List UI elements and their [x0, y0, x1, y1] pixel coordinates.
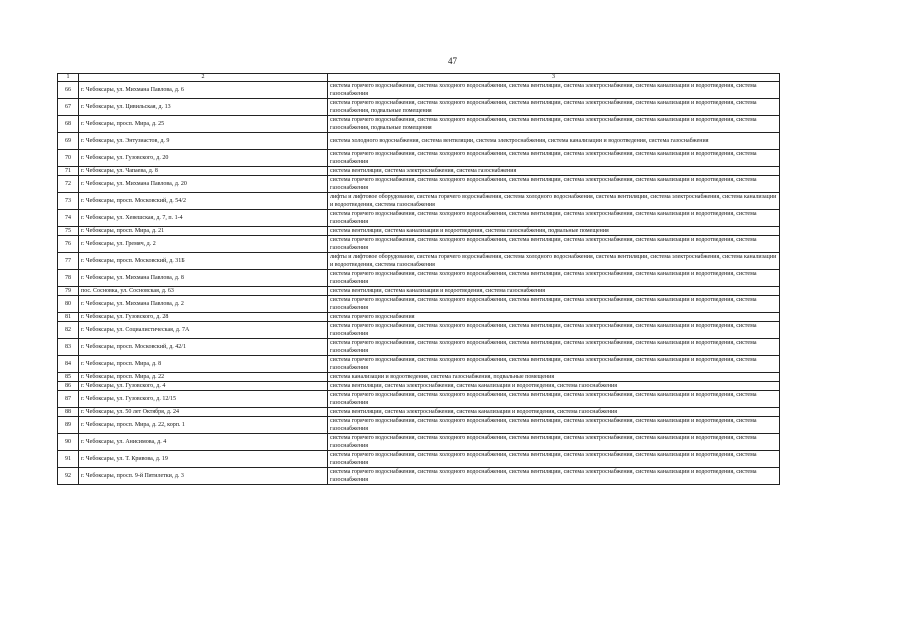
row-systems: система вентиляции, система электроснабжения, система газоснабжения [328, 167, 780, 176]
row-number: 74 [58, 210, 79, 227]
row-address: г. Чебоксары, ул. Цивильская, д. 13 [79, 99, 328, 116]
row-address: г. Чебоксары, ул. Чапаева, д. 8 [79, 167, 328, 176]
table-row [58, 116, 780, 133]
row-number: 81 [58, 313, 79, 322]
table-row [58, 176, 780, 193]
row-address: г. Чебоксары, ул. Гремяч, д. 2 [79, 236, 328, 253]
row-systems: система горячего водоснабжения, система холодного водоснабжения, система вентиляции, система электроснабжения, система канализации и водоотведения, система газоснабжения [328, 236, 780, 253]
table-row [58, 373, 780, 382]
row-number: 89 [58, 417, 79, 434]
row-systems: система горячего водоснабжения, система холодного водоснабжения, система вентиляции, система электроснабжения, система канализации и водоотведения, система газоснабжения [328, 468, 780, 485]
table-header-row [58, 74, 780, 82]
table-row [58, 236, 780, 253]
row-address: г. Чебоксары, просп. Московский, д. 54/2 [79, 193, 328, 210]
table-row [58, 417, 780, 434]
row-systems: система горячего водоснабжения, система холодного водоснабжения, система вентиляции, система электроснабжения, система канализации и водоотведения, система газоснабжения [328, 417, 780, 434]
row-number: 84 [58, 356, 79, 373]
table-row [58, 193, 780, 210]
row-address: г. Чебоксары, ул. Михмана Павлова, д. 2 [79, 296, 328, 313]
column-header-systems: 3 [328, 74, 780, 82]
row-number: 68 [58, 116, 79, 133]
row-address: г. Чебоксары, ул. Гузовского, д. 12/15 [79, 391, 328, 408]
table-row [58, 133, 780, 150]
row-systems: лифты и лифтовое оборудование, система горячего водоснабжения, система холодного водоснабжения, система вентиляции, система электроснабжения, система канализации и водоотведения, система газоснабжения [328, 193, 780, 210]
row-systems: система горячего водоснабжения [328, 313, 780, 322]
row-systems: система горячего водоснабжения, система холодного водоснабжения, система вентиляции, система электроснабжения, система канализации и водоотведения, система газоснабжения [328, 296, 780, 313]
row-address: г. Чебоксары, просп. Мира, д. 21 [79, 227, 328, 236]
table-row [58, 150, 780, 167]
table-row [58, 391, 780, 408]
column-header-address: 2 [79, 74, 328, 82]
row-systems: система вентиляции, система электроснабжения, система канализации и водоотведения, система газоснабжения [328, 382, 780, 391]
row-address: г. Чебоксары, ул. Энтузиастов, д. 9 [79, 133, 328, 150]
row-systems: система горячего водоснабжения, система холодного водоснабжения, система вентиляции, система электроснабжения, система канализации и водоотведения, система газоснабжения [328, 391, 780, 408]
table-row [58, 210, 780, 227]
row-number: 92 [58, 468, 79, 485]
page-number: 47 [448, 56, 457, 66]
row-systems: система горячего водоснабжения, система холодного водоснабжения, система вентиляции, система электроснабжения, система канализации и водоотведения, система газоснабжения [328, 270, 780, 287]
table-row [58, 287, 780, 296]
row-number: 69 [58, 133, 79, 150]
row-systems: система горячего водоснабжения, система холодного водоснабжения, система вентиляции, система электроснабжения, система канализации и водоотведения, система газоснабжения, подвальные помещения [328, 116, 780, 133]
table-row [58, 408, 780, 417]
row-number: 83 [58, 339, 79, 356]
table-row [58, 434, 780, 451]
table-row [58, 270, 780, 287]
row-systems: система горячего водоснабжения, система холодного водоснабжения, система вентиляции, система электроснабжения, система канализации и водоотведения, система газоснабжения [328, 451, 780, 468]
row-number: 78 [58, 270, 79, 287]
row-systems: система горячего водоснабжения, система холодного водоснабжения, система вентиляции, система электроснабжения, система канализации и водоотведения, система газоснабжения [328, 356, 780, 373]
row-address: г. Чебоксары, ул. Хевешская, д. 7, п. 1-4 [79, 210, 328, 227]
row-number: 66 [58, 82, 79, 99]
row-systems: лифты и лифтовое оборудование, система горячего водоснабжения, система холодного водоснабжения, система вентиляции, система электроснабжения, система канализации и водоотведения, система газоснабжения [328, 253, 780, 270]
row-systems: система канализации и водоотведения, система газоснабжения, подвальные помещения [328, 373, 780, 382]
row-address: г. Чебоксары, ул. Гузовского, д. 28 [79, 313, 328, 322]
table-row [58, 322, 780, 339]
row-number: 75 [58, 227, 79, 236]
table-row [58, 356, 780, 373]
table-row [58, 296, 780, 313]
column-header-number: 1 [58, 74, 79, 82]
row-systems: система горячего водоснабжения, система холодного водоснабжения, система вентиляции, система электроснабжения, система канализации и водоотведения, система газоснабжения [328, 150, 780, 167]
row-address: г. Чебоксары, ул. 50 лет Октября, д. 24 [79, 408, 328, 417]
row-systems: система горячего водоснабжения, система холодного водоснабжения, система вентиляции, система электроснабжения, система канализации и водоотведения, система газоснабжения [328, 210, 780, 227]
row-number: 76 [58, 236, 79, 253]
row-number: 88 [58, 408, 79, 417]
row-number: 79 [58, 287, 79, 296]
table-row [58, 313, 780, 322]
table-row [58, 468, 780, 485]
row-number: 85 [58, 373, 79, 382]
table-row [58, 167, 780, 176]
row-number: 80 [58, 296, 79, 313]
row-systems: система холодного водоснабжения, система вентиляции, система электроснабжения, система канализации и водоотведения, система газоснабжения [328, 133, 780, 150]
addresses-table [57, 73, 780, 485]
table-row [58, 82, 780, 99]
row-number: 72 [58, 176, 79, 193]
table-row [58, 99, 780, 116]
row-systems: система вентиляции, система канализации и водоотведения, система газоснабжения [328, 287, 780, 296]
row-number: 82 [58, 322, 79, 339]
row-number: 91 [58, 451, 79, 468]
row-number: 73 [58, 193, 79, 210]
row-systems: система горячего водоснабжения, система холодного водоснабжения, система вентиляции, система электроснабжения, система канализации и водоотведения, система газоснабжения [328, 339, 780, 356]
row-number: 67 [58, 99, 79, 116]
row-systems: система вентиляции, система канализации и водоотведения, система газоснабжения, подвальные помещения [328, 227, 780, 236]
row-address: г. Чебоксары, просп. 9-й Пятилетки, д. 3 [79, 468, 328, 485]
row-address: г. Чебоксары, просп. Мира, д. 8 [79, 356, 328, 373]
row-address: г. Чебоксары, просп. Мира, д. 25 [79, 116, 328, 133]
table-row [58, 253, 780, 270]
row-systems: система горячего водоснабжения, система холодного водоснабжения, система вентиляции, система электроснабжения, система канализации и водоотведения, система газоснабжения [328, 176, 780, 193]
table-row [58, 451, 780, 468]
row-systems: система вентиляции, система электроснабжения, система канализации и водоотведения, система газоснабжения [328, 408, 780, 417]
row-address: г. Чебоксары, ул. Михмана Павлова, д. 8 [79, 270, 328, 287]
row-systems: система горячего водоснабжения, система холодного водоснабжения, система вентиляции, система электроснабжения, система канализации и водоотведения, система газоснабжения [328, 82, 780, 99]
row-number: 77 [58, 253, 79, 270]
row-address: г. Чебоксары, ул. Михмана Павлова, д. 20 [79, 176, 328, 193]
row-systems: система горячего водоснабжения, система холодного водоснабжения, система вентиляции, система электроснабжения, система канализации и водоотведения, система газоснабжения, подвальные помещения [328, 99, 780, 116]
row-number: 87 [58, 391, 79, 408]
row-address: пос. Сосновка, ул. Сосновская, д. 63 [79, 287, 328, 296]
row-systems: система горячего водоснабжения, система холодного водоснабжения, система вентиляции, система электроснабжения, система канализации и водоотведения, система газоснабжения [328, 322, 780, 339]
table-row [58, 227, 780, 236]
row-address: г. Чебоксары, ул. Гузовского, д. 4 [79, 382, 328, 391]
row-address: г. Чебоксары, просп. Московский, д. 31Б [79, 253, 328, 270]
row-number: 71 [58, 167, 79, 176]
row-address: г. Чебоксары, ул. Анисимова, д. 4 [79, 434, 328, 451]
row-address: г. Чебоксары, просп. Московский, д. 42/1 [79, 339, 328, 356]
row-address: г. Чебоксары, ул. Михмана Павлова, д. 6 [79, 82, 328, 99]
row-address: г. Чебоксары, ул. Социалистическая, д. 7А [79, 322, 328, 339]
row-address: г. Чебоксары, ул. Гузовского, д. 20 [79, 150, 328, 167]
table-row [58, 382, 780, 391]
row-address: г. Чебоксары, ул. Т. Кривова, д. 19 [79, 451, 328, 468]
row-number: 86 [58, 382, 79, 391]
row-address: г. Чебоксары, просп. Мира, д. 22 [79, 373, 328, 382]
row-address: г. Чебоксары, просп. Мира, д. 22, корп. 1 [79, 417, 328, 434]
row-number: 70 [58, 150, 79, 167]
row-systems: система горячего водоснабжения, система холодного водоснабжения, система вентиляции, система электроснабжения, система канализации и водоотведения, система газоснабжения [328, 434, 780, 451]
table-row [58, 339, 780, 356]
row-number: 90 [58, 434, 79, 451]
